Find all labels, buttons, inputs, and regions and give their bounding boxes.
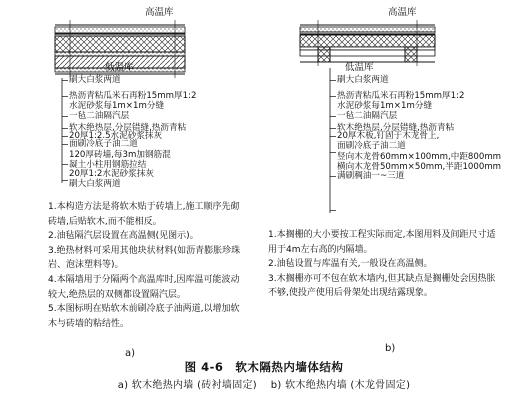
- note-a-1: 1.本构造方法是将软木贴于砖墙上,施工顺序先砌砖墙,后贴软木,而不能相反。: [48, 202, 240, 227]
- layer-a-3: 水泥砂浆每1m×1m分缝: [69, 101, 165, 111]
- layer-a-6: 20厚1:2.5水泥砂浆抹灰: [69, 131, 163, 141]
- note-a-3: 3.绝热材料可采用其他块状材料(如沥青膨胀珍珠岩、泡沫塑料等)。: [48, 245, 241, 271]
- layer-b-4: 一毡二油隔汽层: [337, 111, 398, 121]
- layer-a-10: 20厚1:2水泥砂浆抹灰: [69, 169, 154, 179]
- layer-a-2: 热沥青粘瓜米石再粉15mm厚1:2: [69, 91, 197, 101]
- notes-b: [268, 228, 500, 301]
- note-b-3: 3.木搁栅亦可不包在软木墙内,但其缺点是搁栅处会因热胀不够,使投产使用后骨架处出现结露现象。: [268, 273, 496, 299]
- figure-caption-title: 图 4-6 软木隔热内墙体结构: [184, 360, 344, 374]
- layer-b-3: 水泥砂浆每1m×1m分缝: [337, 101, 433, 111]
- figure-b-label: b): [385, 343, 396, 354]
- note-a-4: 4.本隔墙用于分隔两个高温库时,因库温可能波动较大,绝热层的双侧都设置隔汽层。: [48, 274, 240, 300]
- layer-b-1: 刷大白浆两道: [337, 75, 389, 85]
- figure-a-label: a): [125, 348, 136, 359]
- layer-b-7: 面刷冷底子油二道: [337, 141, 406, 151]
- layer-b-8: 竖向木龙骨60mm×100mm,中距800mm: [337, 152, 502, 162]
- figure-caption-subtitle: a) 软木绝热内墙 (砖衬墙固定) b) 软木绝热内墙 (木龙骨固定): [117, 380, 411, 391]
- layer-b-2: 热沥青粘瓜米石再粉15mm厚1:2: [337, 91, 465, 101]
- note-a-2: 2.油毡隔汽层设置在高温侧(见图示)。: [48, 231, 199, 242]
- room-low-b: 低温库: [345, 62, 374, 73]
- layer-b-9: 横向木龙骨50mm×50mm,半距1000mm: [337, 162, 502, 172]
- layer-b-10: 满刷稠油一~三道: [337, 171, 405, 181]
- room-high-b: 高温库: [388, 7, 417, 18]
- room-low-a: 低温库: [105, 62, 134, 73]
- layer-a-9: 凝土小柱用钢筋拉结: [69, 160, 147, 170]
- layer-a-4: 一毡二油隔汽层: [69, 111, 130, 121]
- layer-a-7: 面刷冷底子油二道: [69, 139, 138, 149]
- note-b-2: 2.油毡设置与库温有关,一般设在高温侧。: [268, 259, 433, 270]
- layer-a-5: 软木绝热层,分层错缝,热沥青粘: [69, 123, 187, 133]
- layer-a-11: 刷大白浆两道: [69, 179, 121, 189]
- layer-a-8: 120厚砖墙,每3m加钢筋混: [69, 150, 171, 160]
- note-b-1: 1.本搁栅的大小要按工程实际而定,本图用料及间距尺寸适用于4m左右高的内隔墙。: [268, 230, 496, 255]
- notes-a: [48, 200, 244, 331]
- layer-b-5: 软木绝热层,分层错缝,热沥青粘: [337, 123, 455, 133]
- layer-a-1: 刷大白浆两道: [69, 75, 121, 85]
- note-a-5: 5.本图标明在贴软木前刷冷底子油两道,以增加软木与砖墙的粘结性。: [48, 304, 240, 329]
- layer-b-6: 20厚木板,钉固于木龙骨上,: [337, 131, 440, 141]
- room-high-a: 高温库: [145, 7, 174, 18]
